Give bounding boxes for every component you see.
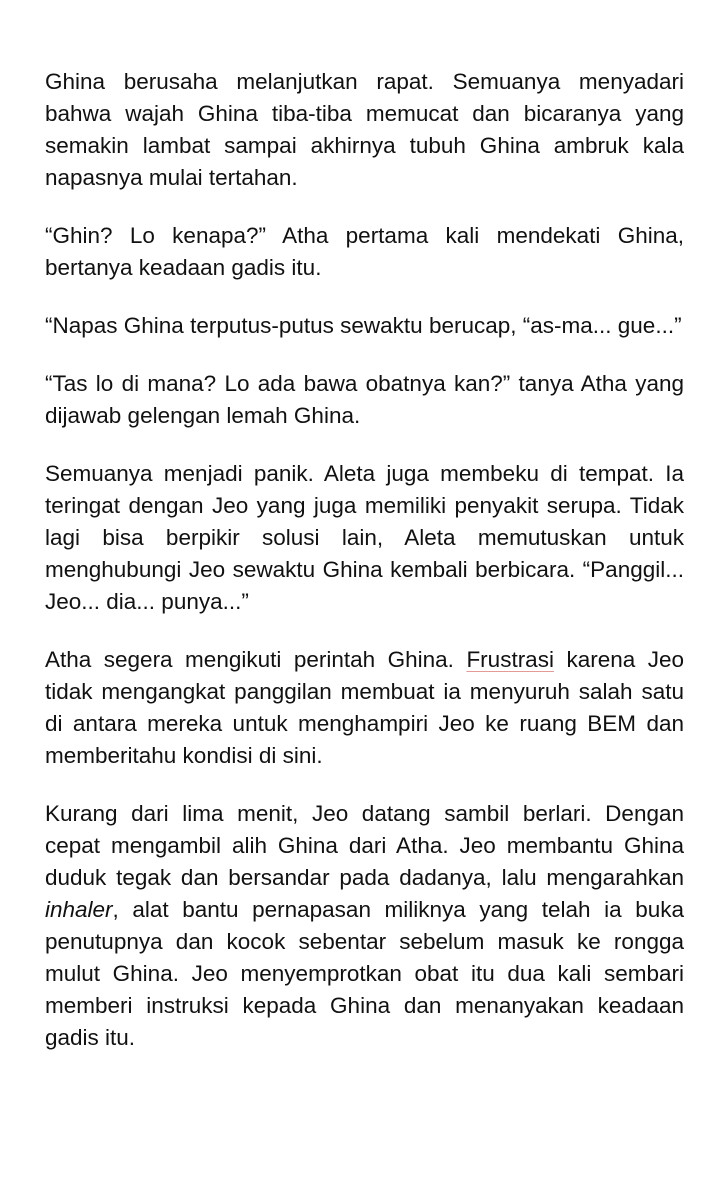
paragraph-6: [45, 644, 684, 772]
paragraph-2: “Ghin? Lo kenapa?” Atha pertama kali mendekati Ghina, bertanya keadaan gadis itu.: [45, 223, 684, 280]
paragraph-1: Ghina berusaha melanjutkan rapat. Semuanya menyadari bahwa wajah Ghina tiba-tiba memucat dan bicaranya yang semakin lambat sampai akhirnya tubuh Ghina ambruk kala napasnya mulai tertahan.: [45, 69, 684, 190]
paragraph-7-before: Kurang dari lima menit, Jeo datang sambil berlari. Dengan cepat mengambil alih Ghina dari Atha. Jeo membantu Ghina duduk tegak dan bersandar pada dadanya, lalu mengarahkan: [45, 801, 684, 890]
paragraph-4: “Tas lo di mana? Lo ada bawa obatnya kan?” tanya Atha yang dijawab gelengan lemah Ghina.: [45, 371, 684, 428]
paragraph-7-after: , alat bantu pernapasan miliknya yang telah ia buka penutupnya dan kocok sebentar sebelum masuk ke rongga mulut Ghina. Jeo menyemprotkan obat itu dua kali sembari memberi instruksi kepada Ghina dan menanyakan keadaan gadis itu.: [45, 897, 684, 1050]
paragraph-5: Semuanya menjadi panik. Aleta juga membeku di tempat. Ia teringat dengan Jeo yang juga memiliki penyakit serupa. Tidak lagi bisa berpikir solusi lain, Aleta memutuskan untuk menghubungi Jeo sewaktu Ghina kembali berbicara. “Panggil... Jeo... dia... punya...”: [45, 461, 684, 614]
document-body: [45, 66, 684, 1054]
paragraph-6-before: Atha segera mengikuti perintah Ghina.: [45, 647, 467, 672]
paragraph-3: “Napas Ghina terputus-putus sewaktu berucap, “as-ma... gue...”: [45, 313, 682, 338]
italic-term: inhaler: [45, 897, 113, 922]
paragraph-6-after: karena Jeo tidak mengangkat panggilan membuat ia menyuruh salah satu di antara mereka untuk menghampiri Jeo ke ruang BEM dan memberitahu kondisi di sini.: [45, 647, 685, 768]
spellcheck-flagged-word[interactable]: Frustrasi: [466, 647, 554, 672]
paragraph-7: [45, 798, 684, 1054]
